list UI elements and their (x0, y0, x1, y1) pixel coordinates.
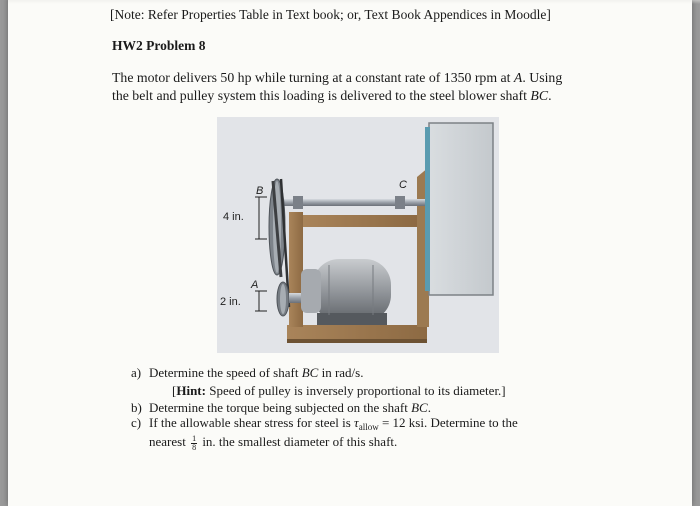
label-b: B (256, 185, 264, 197)
intro-line-2 (112, 87, 552, 105)
hint-bracket: [ (172, 383, 177, 398)
hint-label: Hint: (176, 383, 206, 398)
note-line: [Note: Refer Properties Table in Text book; or, Text Book Appendices in Moodle] (110, 7, 551, 22)
intro-line-1 (112, 69, 562, 87)
label-a: A (251, 279, 259, 291)
question-marker: c) (131, 415, 142, 430)
motor-pulley-figure (217, 117, 499, 353)
var-a: A (513, 70, 523, 85)
dim-upper-label: 4 in. (223, 211, 244, 223)
question-text: Determine the speed of shaft (149, 365, 302, 380)
left-post (289, 212, 303, 327)
var-bc: BC (301, 365, 319, 380)
top-shadow (8, 0, 700, 4)
tau-subscript: allow (358, 422, 379, 432)
fraction-numerator: 1 (192, 433, 197, 443)
crossbar (303, 215, 417, 227)
blower-box (429, 123, 493, 295)
hint-line (172, 383, 506, 399)
label-c: C (399, 179, 407, 191)
question-text: in. the smallest diameter of this shaft. (199, 434, 398, 449)
intro-text: . Using (522, 70, 563, 85)
question-text: = 12 ksi. Determine to the (378, 415, 518, 430)
fraction-denominator: 8 (192, 442, 197, 452)
question-text: nearest (149, 434, 190, 449)
question-marker: b) (131, 400, 142, 415)
problem-heading: HW2 Problem 8 (112, 38, 206, 53)
question-c-line-2 (149, 434, 397, 452)
question-text: . (427, 400, 431, 415)
dim-lower-label: 2 in. (220, 296, 241, 308)
var-bc: BC (411, 400, 428, 415)
hint-text: Speed of pulley is inversely proportional to its diameter.] (205, 383, 506, 398)
intro-text: . (548, 88, 552, 103)
question-b (131, 400, 431, 416)
blower-flange (425, 127, 430, 291)
intro-text: the belt and pulley system this loading is delivered to the steel blower shaft (112, 88, 531, 103)
base-board (287, 325, 427, 339)
question-marker: a) (131, 365, 142, 380)
tau-symbol: τ (354, 415, 359, 430)
question-text: Determine the torque being subjected on the shaft (149, 400, 412, 415)
question-a (131, 365, 363, 381)
figure-drawing (217, 117, 499, 353)
question-text: If the allowable shear stress for steel is (149, 415, 355, 430)
var-bc: BC (530, 88, 549, 103)
motor-body (313, 259, 391, 321)
question-c (131, 415, 518, 435)
fraction-one-eighth (191, 435, 197, 452)
motor-endcap (301, 269, 321, 313)
intro-text: The motor delivers 50 hp while turning at a constant rate of 1350 rpm at (112, 70, 514, 85)
question-text: in rad/s. (318, 365, 364, 380)
motor-base (317, 313, 387, 325)
